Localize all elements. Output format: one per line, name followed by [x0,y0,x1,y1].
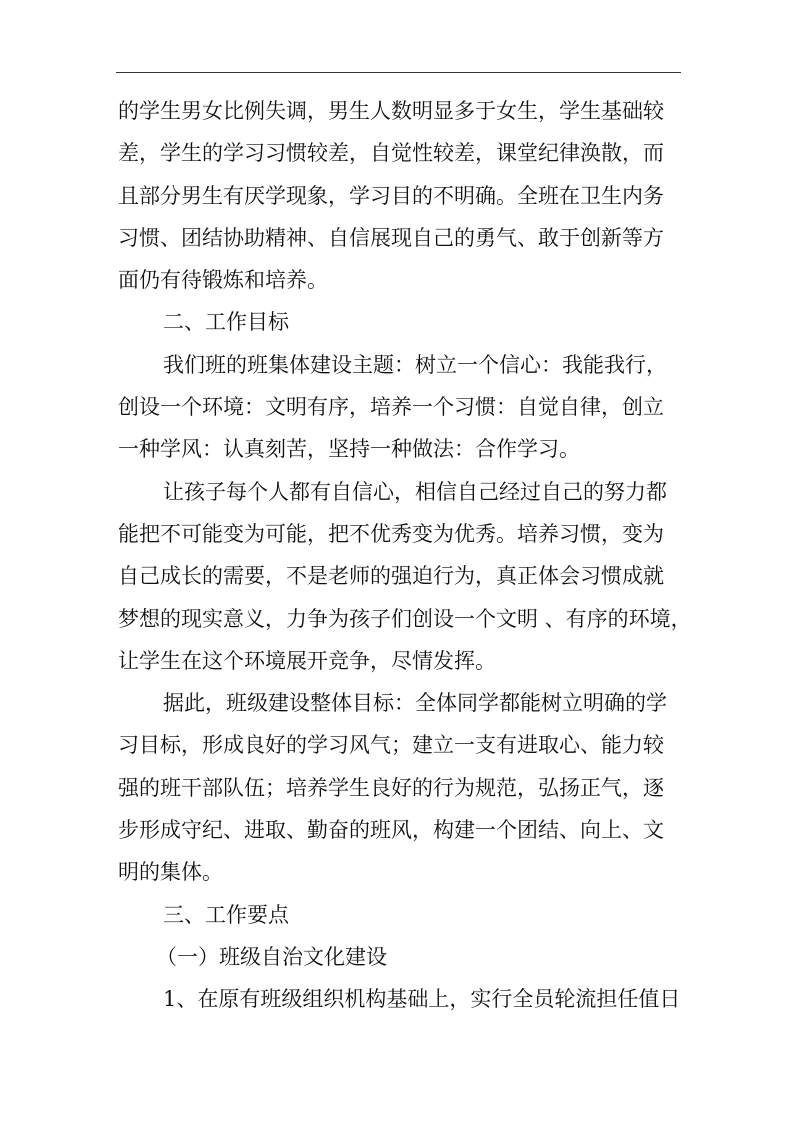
paragraph-line: 据此，班级建设整体目标：全体同学都能树立明确的学 [163,691,667,716]
paragraph-line: 一种学风：认真刻苦，坚持一种做法：合作学习。 [118,437,580,462]
paragraph-line: 梦想的现实意义，力争为孩子们创设一个文明 、有序的环境， [118,606,692,631]
header-rule [116,72,681,73]
paragraph-line: 面仍有待锻炼和培养。 [118,268,328,293]
paragraph-line: 让孩子每个人都有自信心，相信自己经过自己的努力都 [163,479,667,504]
paragraph-line: 让学生在这个环境展开竞争，尽情发挥。 [118,648,496,673]
paragraph-line: 的学生男女比例失调，男生人数明显多于女生，学生基础较 [118,99,664,123]
paragraph-line: 步形成守纪、进取、勤奋的班风，构建一个团结、向上、文 [118,818,664,843]
section-heading-work-points: 三、工作要点 [163,902,289,927]
list-item-1: 1、在原有班级组织机构基础上，实行全员轮流担任值日 [163,987,681,1012]
paragraph-line: 强的班干部队伍；培养学生良好的行为规范，弘扬正气，逐 [118,775,664,800]
paragraph-line: 差，学生的学习习惯较差，自觉性较差，课堂纪律涣散，而 [118,141,664,166]
paragraph-line: 创设一个环境：文明有序，培养一个习惯：自觉自律，创立 [118,395,664,420]
paragraph-line: 能把不可能变为可能，把不优秀变为优秀。培养习惯，变为 [118,521,664,546]
section-heading-work-goals: 二、工作目标 [163,310,289,335]
paragraph-line: 习目标，形成良好的学习风气；建立一支有进取心、能力较 [118,733,664,758]
document-body [118,90,692,1021]
subsection-heading-class-autonomy: （一）班级自治文化建设 [156,944,387,969]
paragraph-line: 自己成长的需要，不是老师的强迫行为，真正体会习惯成就 [118,564,664,589]
paragraph-line: 明的集体。 [118,860,223,885]
paragraph-line: 且部分男生有厌学现象，学习目的不明确。全班在卫生内务 [118,183,664,208]
paragraph-line: 我们班的班集体建设主题：树立一个信心：我能我行， [163,352,667,377]
paragraph-line: 习惯、团结协助精神、自信展现自己的勇气、敢于创新等方 [118,225,664,250]
